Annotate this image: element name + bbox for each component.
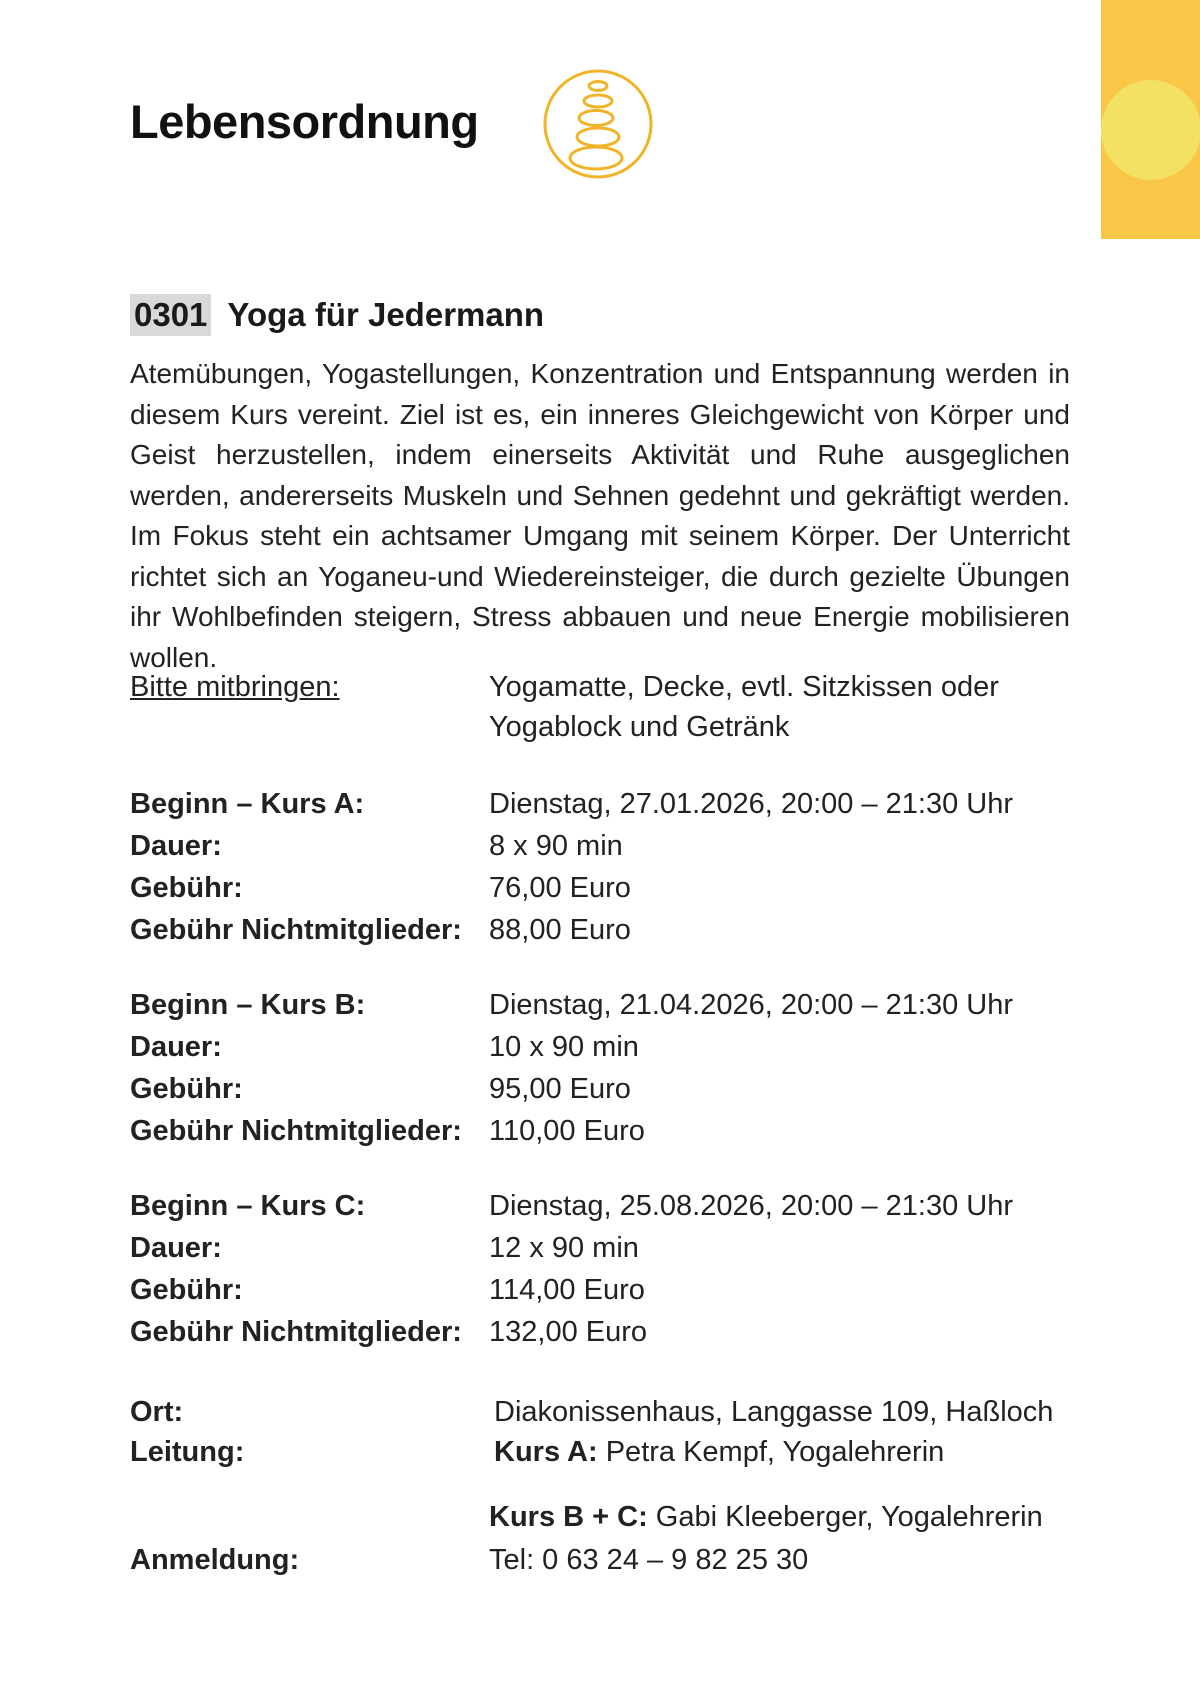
location-value: Diakonissenhaus, Langgasse 109, Haßloch [494, 1396, 1054, 1428]
course-b-duration-value: 10 x 90 min [489, 1031, 639, 1063]
registration-phone: Tel: 0 63 24 – 9 82 25 30 [489, 1544, 809, 1576]
course-c-duration-label: Dauer: [130, 1232, 222, 1264]
course-c-start-value: Dienstag, 25.08.2026, 20:00 – 21:30 Uhr [489, 1190, 1013, 1222]
course-b-fee-label: Gebühr: [130, 1073, 243, 1105]
course-header [130, 293, 544, 337]
course-description: Atemübungen, Yogastellungen, Konzentration und Entspannung werden in diesem Kurs vereint. Ziel ist es, ein inneres Gleichgewicht von Körper und Geist herzustellen, indem einerseits Aktivität und Ruhe ausgeglichen werden, andererseits Muskeln und Sehnen gedehnt und gekräftigt werden. Im Fokus steht ein achtsamer Umgang mit seinem Körper. Der Unterricht richtet sich an Yoganeu-und Wiedereinsteiger, die durch gezielte Übungen ihr Wohlbefinden steigern, Stress abbauen und neue Energie mobilisieren wollen. [130, 358, 1070, 673]
course-a-duration-value: 8 x 90 min [489, 830, 623, 862]
instructor-label: Leitung: [130, 1436, 245, 1468]
course-b-start-value: Dienstag, 21.04.2026, 20:00 – 21:30 Uhr [489, 989, 1013, 1021]
location-label: Ort: [130, 1396, 184, 1428]
bring-label: Bitte mitbringen: [130, 671, 340, 703]
course-c-start-label: Beginn – Kurs C: [130, 1190, 366, 1222]
course-c-duration-value: 12 x 90 min [489, 1232, 639, 1264]
corner-accent-circle [1101, 80, 1200, 180]
instructor-a-prefix: Kurs A: [494, 1436, 598, 1468]
course-a-fee-nonmember-label: Gebühr Nichtmitglieder: [130, 914, 462, 946]
course-b-duration-label: Dauer: [130, 1031, 222, 1063]
course-title: Yoga für Jedermann [227, 296, 545, 333]
course-b-fee-nonmember-label: Gebühr Nichtmitglieder: [130, 1115, 462, 1147]
instructor-a-name: Petra Kempf, Yogalehrerin [605, 1436, 945, 1468]
course-a-start-value: Dienstag, 27.01.2026, 20:00 – 21:30 Uhr [489, 788, 1013, 820]
course-b-fee-nonmember-value: 110,00 Euro [489, 1115, 645, 1147]
course-number: 0301 [130, 294, 211, 336]
bring-value: Yogamatte, Decke, evtl. Sitzkissen oder Yogablock und Getränk [489, 671, 999, 743]
instructor-bc-name: Gabi Kleeberger, Yogalehrerin [655, 1501, 1043, 1533]
course-b-fee-value: 95,00 Euro [489, 1073, 631, 1105]
course-a-start-label: Beginn – Kurs A: [130, 788, 365, 820]
course-c-fee-label: Gebühr: [130, 1274, 243, 1306]
course-a-fee-label: Gebühr: [130, 872, 243, 904]
course-c-fee-nonmember-value: 132,00 Euro [489, 1316, 648, 1348]
stacked-stones-icon [542, 68, 654, 180]
instructor-bc-prefix: Kurs B + C: [489, 1501, 648, 1533]
course-c-fee-value: 114,00 Euro [489, 1274, 645, 1306]
registration-label: Anmeldung: [130, 1544, 300, 1576]
section-title: Lebensordnung [130, 95, 479, 148]
course-a-fee-value: 76,00 Euro [489, 872, 631, 904]
course-b-start-label: Beginn – Kurs B: [130, 989, 366, 1021]
instructor-bc [489, 1497, 1043, 1537]
course-a-fee-nonmember-value: 88,00 Euro [489, 914, 631, 946]
course-c-fee-nonmember-label: Gebühr Nichtmitglieder: [130, 1316, 462, 1348]
corner-accent-tab [1101, 0, 1200, 239]
course-a-duration-label: Dauer: [130, 830, 222, 862]
instructor-a [494, 1432, 944, 1472]
